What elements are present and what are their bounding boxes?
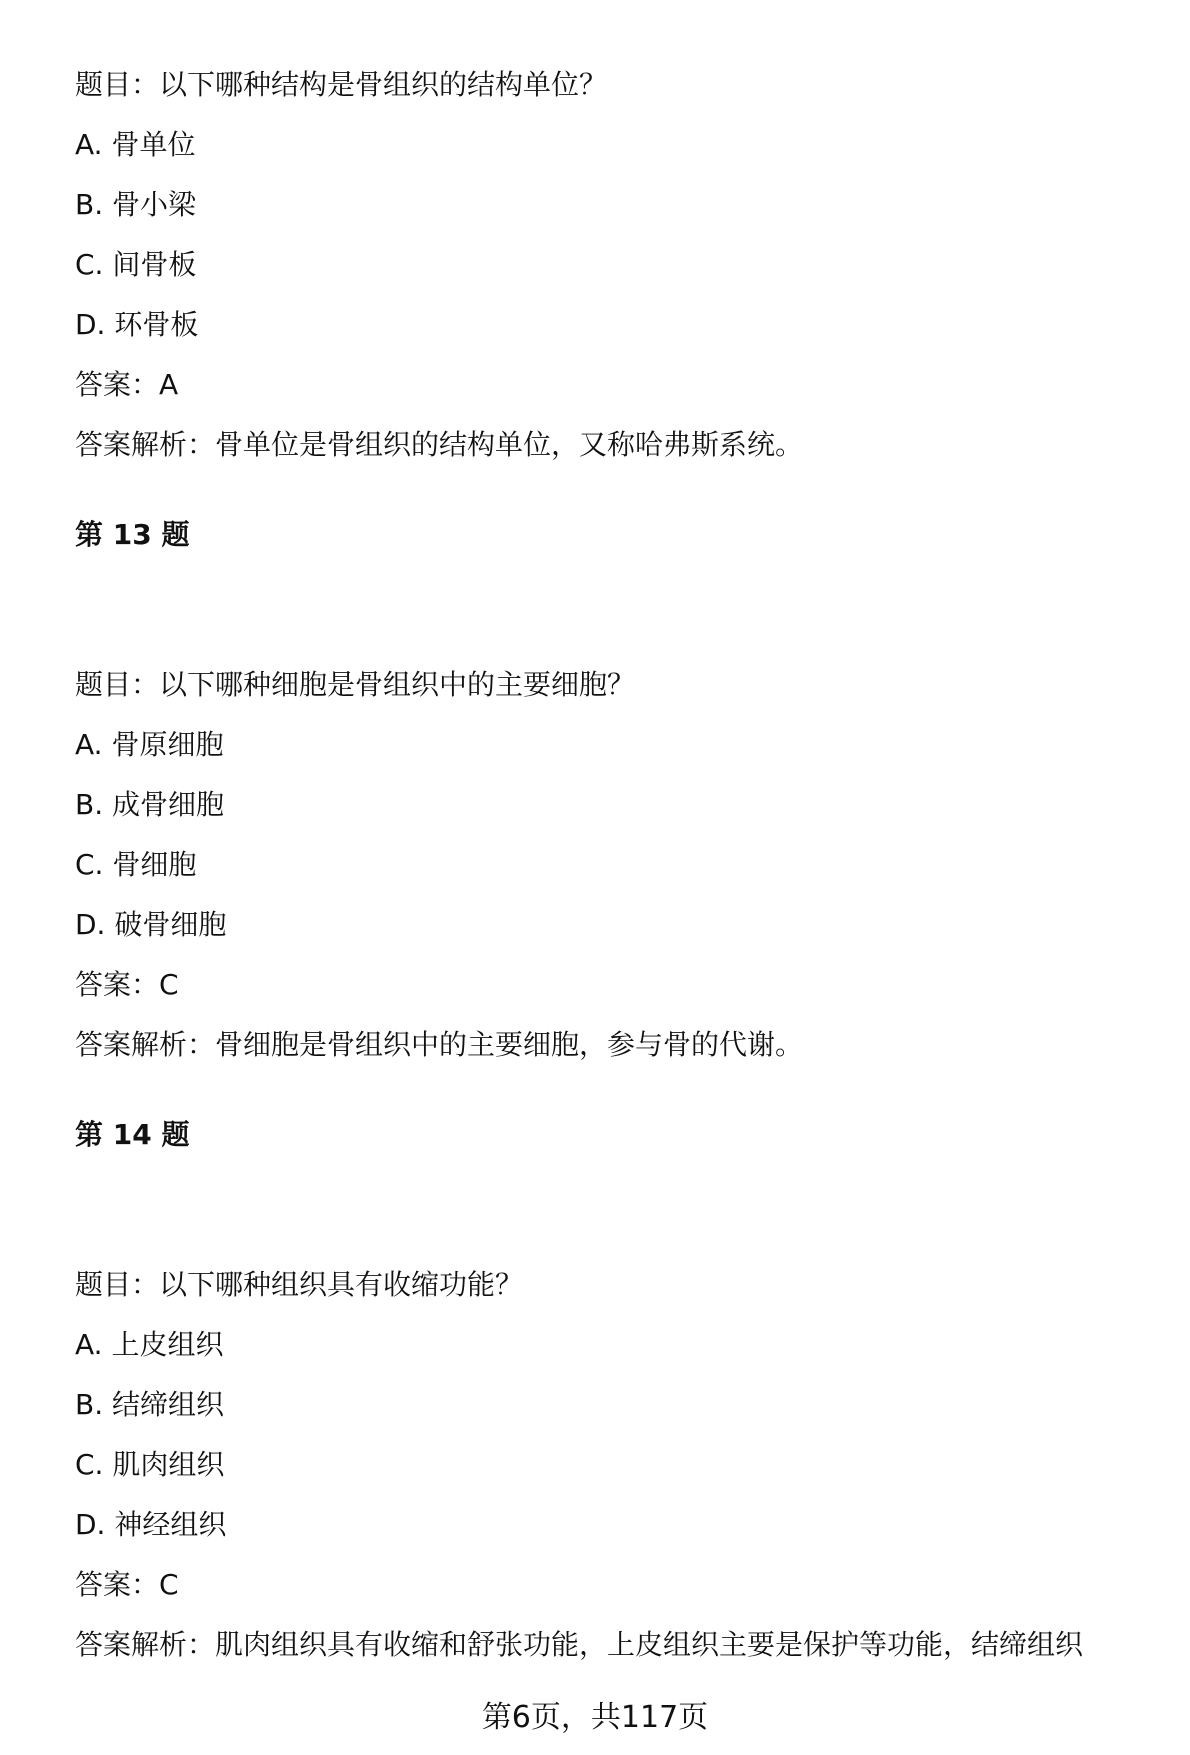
q12-option-d: D. 环骨板 [75, 308, 199, 341]
q13-answer: 答案：C [75, 968, 179, 1001]
q14-option-d: D. 神经组织 [75, 1508, 227, 1541]
q13-heading: 第 13 题 [75, 518, 190, 551]
q14-option-b: B. 结缔组织 [75, 1388, 225, 1421]
q12-option-c: C. 间骨板 [75, 248, 197, 281]
q14-analysis: 答案解析：肌肉组织具有收缩和舒张功能，上皮组织主要是保护等功能，结缔组织 [75, 1628, 1084, 1661]
page-number-footer: 第6页，共117页 [481, 1700, 709, 1735]
q13-analysis: 答案解析：骨细胞是骨组织中的主要细胞，参与骨的代谢。 [75, 1028, 804, 1061]
q13-question: 题目：以下哪种细胞是骨组织中的主要细胞？ [75, 668, 636, 701]
q14-option-a: A. 上皮组织 [75, 1328, 224, 1361]
q12-analysis: 答案解析：骨单位是骨组织的结构单位，又称哈弗斯系统。 [75, 428, 804, 461]
q14-answer: 答案：C [75, 1568, 179, 1601]
q12-question: 题目：以下哪种结构是骨组织的结构单位？ [75, 68, 608, 101]
q12-option-a: A. 骨单位 [75, 128, 196, 161]
q14-question: 题目：以下哪种组织具有收缩功能？ [75, 1268, 524, 1301]
q14-heading: 第 14 题 [75, 1118, 190, 1151]
q12-answer: 答案：A [75, 368, 179, 401]
q13-option-d: D. 破骨细胞 [75, 908, 227, 941]
q12-option-b: B. 骨小梁 [75, 188, 197, 221]
q13-option-a: A. 骨原细胞 [75, 728, 224, 761]
q14-option-c: C. 肌肉组织 [75, 1448, 225, 1481]
q13-option-b: B. 成骨细胞 [75, 788, 225, 821]
q13-option-c: C. 骨细胞 [75, 848, 197, 881]
